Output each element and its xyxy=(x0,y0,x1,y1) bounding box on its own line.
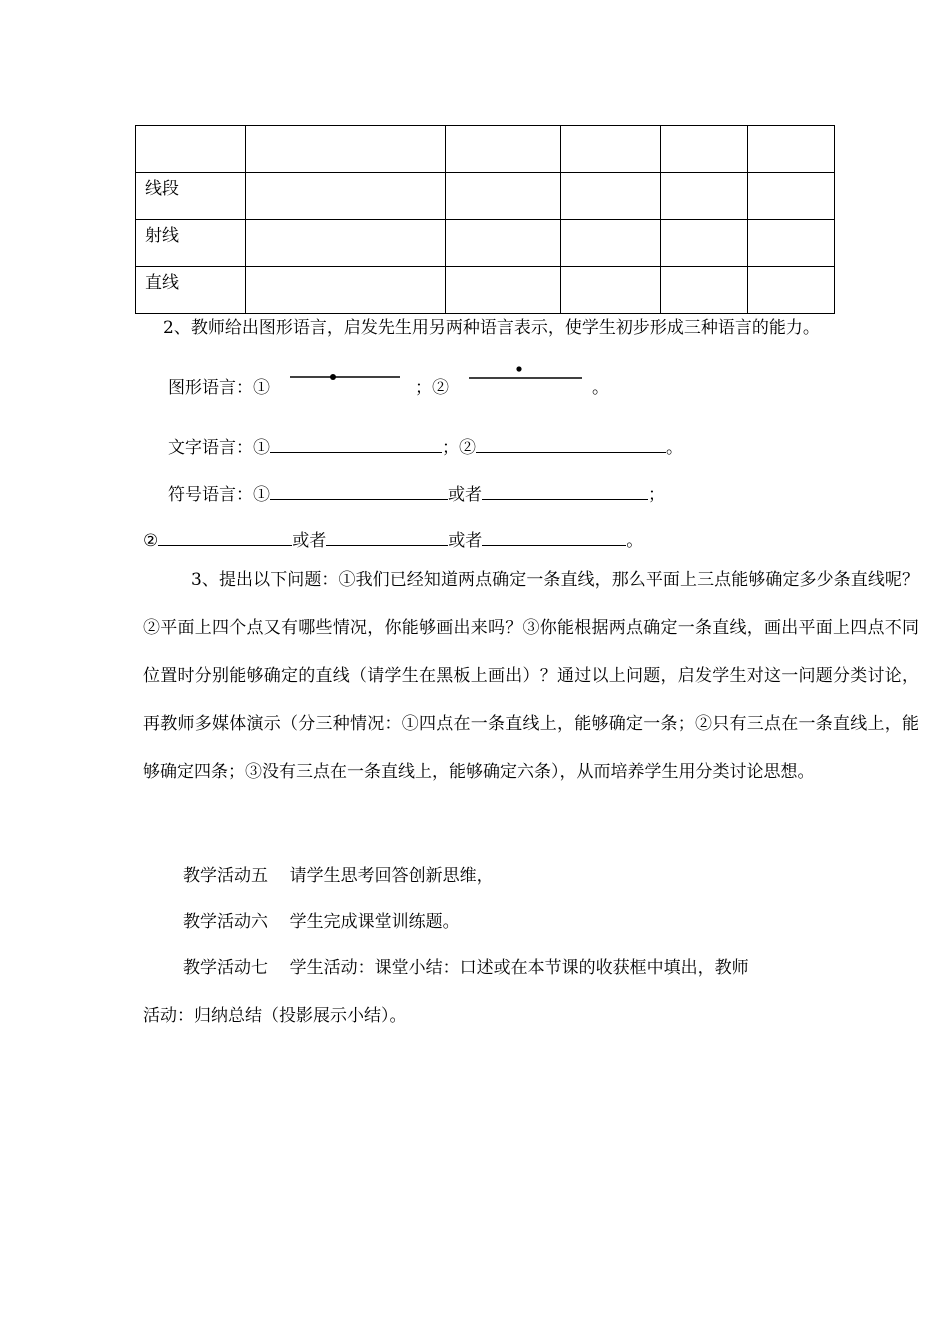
table-cell xyxy=(661,173,748,220)
table-cell xyxy=(136,126,246,173)
symbol-language-blank-2[interactable] xyxy=(482,482,648,500)
text-language-end: 。 xyxy=(666,438,683,458)
table-cell xyxy=(561,126,661,173)
table-cell xyxy=(246,220,446,267)
table-cell xyxy=(661,220,748,267)
figure-2-point-off-line xyxy=(467,362,585,384)
figure-1-point-on-line xyxy=(288,370,403,384)
symbol-language-blank-1[interactable] xyxy=(270,482,448,500)
symbol-language-2-or-1: 或者 xyxy=(292,531,327,551)
row-header-line: 直线 xyxy=(136,267,246,314)
table-cell xyxy=(561,173,661,220)
figure-2-point xyxy=(516,366,521,371)
symbol-language-line-2 xyxy=(143,528,643,553)
text-language-blank-1[interactable] xyxy=(270,435,442,453)
table-cell xyxy=(661,126,748,173)
table-cell xyxy=(446,126,561,173)
comparison-table xyxy=(135,125,835,314)
row-header-ray: 射线 xyxy=(136,220,246,267)
symbol-language-line-1 xyxy=(168,482,665,507)
table-cell xyxy=(246,267,446,314)
table-row xyxy=(136,220,835,267)
table-cell xyxy=(446,267,561,314)
symbol-language-2-start: ② xyxy=(143,531,159,551)
symbol-language-2-blank-3[interactable] xyxy=(482,528,626,546)
text-language-line xyxy=(168,435,683,460)
table-cell xyxy=(748,173,835,220)
table-cell xyxy=(561,267,661,314)
activity-seven-continued: 活动：归纳总结（投影展示小结）。 xyxy=(143,1006,407,1026)
table-row xyxy=(136,173,835,220)
activity-five: 教学活动五 请学生思考回答创新思维， xyxy=(183,866,494,886)
symbol-language-2-or-2: 或者 xyxy=(448,531,483,551)
item2-paragraph: 2、教师给出图形语言，启发先生用另两种语言表示，使学生初步形成三种语言的能力。 xyxy=(163,318,820,338)
symbol-language-end: ； xyxy=(648,485,665,505)
symbol-language-label: 符号语言：① xyxy=(168,485,270,505)
row-header-segment: 线段 xyxy=(136,173,246,220)
table-row xyxy=(136,267,835,314)
symbol-language-or: 或者 xyxy=(448,485,482,505)
figure-1-point xyxy=(330,374,336,380)
text-language-blank-2[interactable] xyxy=(476,435,666,453)
table-cell xyxy=(748,267,835,314)
item3-paragraph: 3、提出以下问题：①我们已经知道两点确定一条直线，那么平面上三点能够确定多少条直线呢？②平面上四个点又有哪些情况，你能够画出来吗？③你能根据两点确定一条直线，画出平面上四点不同位置时分别能够确定的直线（请学生在黑板上画出）？通过以上问题，启发学生对这一问题分类讨论，再教师多媒体演示（分三种情况：①四点在一条直线上，能够确定一条；②只有三点在一条直线上，能够确定四条；③没有三点在一条直线上，能够确定六条），从而培养学生用分类讨论思想。 xyxy=(143,570,919,782)
symbol-language-2-blank-1[interactable] xyxy=(158,528,292,546)
table-cell xyxy=(446,173,561,220)
graphic-language-label: 图形语言：① xyxy=(168,378,270,398)
table-cell xyxy=(661,267,748,314)
table-cell xyxy=(561,220,661,267)
table-row xyxy=(136,126,835,173)
table-cell xyxy=(748,220,835,267)
table-cell xyxy=(748,126,835,173)
table-cell xyxy=(246,173,446,220)
activity-six: 教学活动六 学生完成课堂训练题。 xyxy=(183,912,460,932)
table-cell xyxy=(446,220,561,267)
activity-seven: 教学活动七 学生活动：课堂小结：口述或在本节课的收获框中填出，教师 xyxy=(183,958,749,978)
symbol-language-2-blank-2[interactable] xyxy=(326,528,448,546)
table-cell xyxy=(246,126,446,173)
text-language-separator: ；② xyxy=(442,438,476,458)
text-language-label: 文字语言：① xyxy=(168,438,270,458)
symbol-language-2-end: 。 xyxy=(626,531,644,551)
graphic-language-end: 。 xyxy=(592,378,609,398)
graphic-language-separator: ；② xyxy=(415,378,449,398)
